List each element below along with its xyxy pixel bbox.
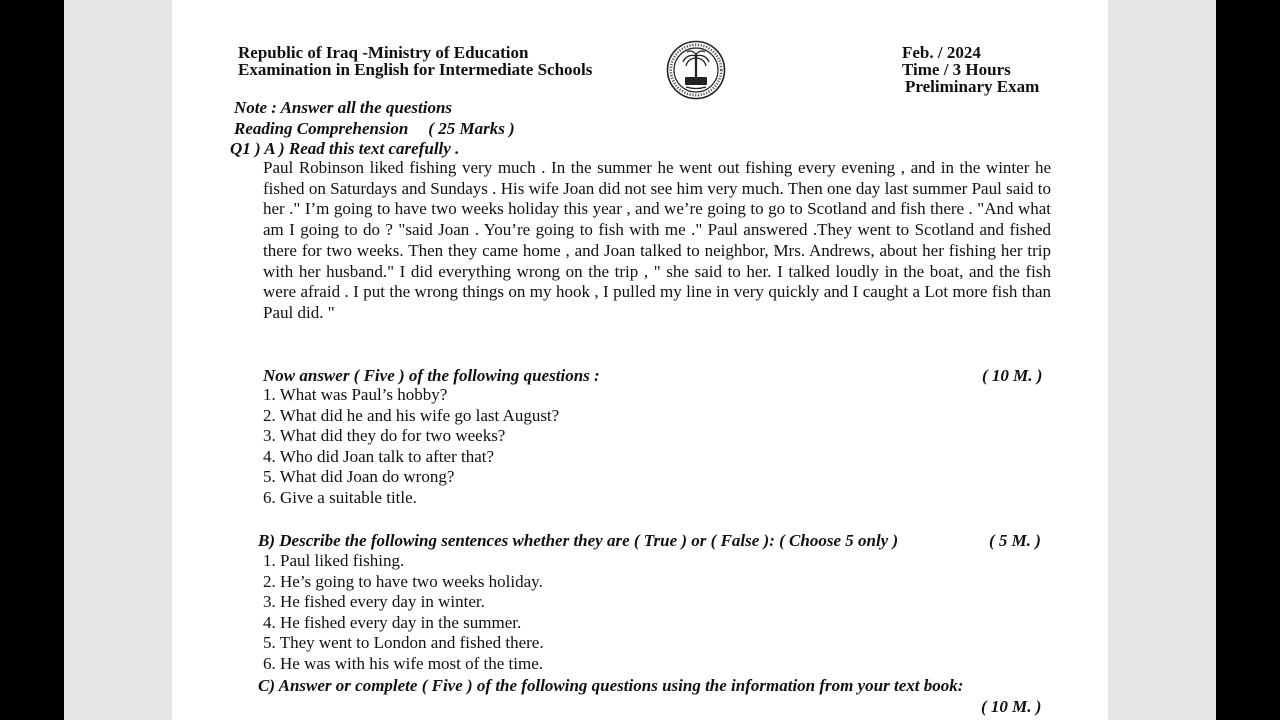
viewer-right-border xyxy=(1216,0,1280,720)
q1-heading: Q1 ) A ) Read this text carefully . xyxy=(230,139,460,158)
instructions-note: Note : Answer all the questions xyxy=(234,98,453,117)
question-item: 5. What did Joan do wrong? xyxy=(263,467,455,487)
part-b-statement-list xyxy=(263,551,544,675)
exam-date: Feb. / 2024 xyxy=(902,43,981,62)
question-item: 3. What did they do for two weeks? xyxy=(263,426,506,446)
section-title: Reading Comprehension xyxy=(234,119,409,138)
part-b-instruction: B) Describe the following sentences whether they are ( True ) or ( False ): ( Choose 5 only ) xyxy=(258,531,899,550)
statement-item: 5. They went to London and fished there. xyxy=(263,633,544,653)
part-b-marks: ( 5 M. ) xyxy=(989,531,1041,550)
reading-passage: Paul Robinson liked fishing very much . In the summer he went out fishing every evening , and in the winter he fished on Saturdays and Sundays . His wife Joan did not see him very much. Then one day last summer Paul said to her ." I’m going to have two weeks holiday this year , and we’re going to go to Scotland and fish there . "And what am I going to do ? "said Joan . You’re going to fish with me ." Paul answered .They went to Scotland and fished there for two weeks. Then they came home , and Joan talked to neighbor, Mrs. Andrews, about her fishing her trip with her husband." I did everything wrong on the trip , " she said to her. I talked loudly in the boat, and the fish were afraid . I put the wrong things on my hook , I pulled my line in very quickly and I caught a Lot more fish than Paul did. " xyxy=(263,158,1051,322)
question-item: 4. Who did Joan talk to after that? xyxy=(263,446,495,466)
question-item: 1. What was Paul’s hobby? xyxy=(263,385,448,404)
part-c-marks: ( 10 M. ) xyxy=(981,697,1042,716)
exam-type: Preliminary Exam xyxy=(905,77,1040,96)
statement-item: 4. He fished every day in the summer. xyxy=(263,612,522,632)
statement-item: 3. He fished every day in winter. xyxy=(263,592,485,612)
viewer-right-margin xyxy=(1108,0,1216,720)
part-c-instruction: C) Answer or complete ( Five ) of the following questions using the information from your text book: xyxy=(258,676,964,695)
exam-duration: Time / 3 Hours xyxy=(902,60,1011,79)
statement-item: 6. He was with his wife most of the time. xyxy=(263,653,543,673)
statement-item: 2. He’s going to have two weeks holiday. xyxy=(263,571,543,591)
viewer-left-margin xyxy=(64,0,172,720)
part-a-marks: ( 10 M. ) xyxy=(982,366,1043,385)
part-a-question-list xyxy=(263,385,559,509)
viewer-left-border xyxy=(0,0,64,720)
question-item: 6. Give a suitable title. xyxy=(263,487,417,507)
section-heading xyxy=(234,118,515,139)
ministry-seal-icon xyxy=(666,40,726,100)
question-item: 2. What did he and his wife go last August? xyxy=(263,405,560,425)
statement-item: 1. Paul liked fishing. xyxy=(263,551,405,570)
ministry-line: Republic of Iraq -Ministry of Education xyxy=(238,43,529,62)
exam-title-line: Examination in English for Intermediate Schools xyxy=(238,60,593,79)
exam-page xyxy=(172,0,1108,720)
part-a-instruction: Now answer ( Five ) of the following questions : xyxy=(263,366,600,385)
section-marks: ( 25 Marks ) xyxy=(428,119,515,138)
